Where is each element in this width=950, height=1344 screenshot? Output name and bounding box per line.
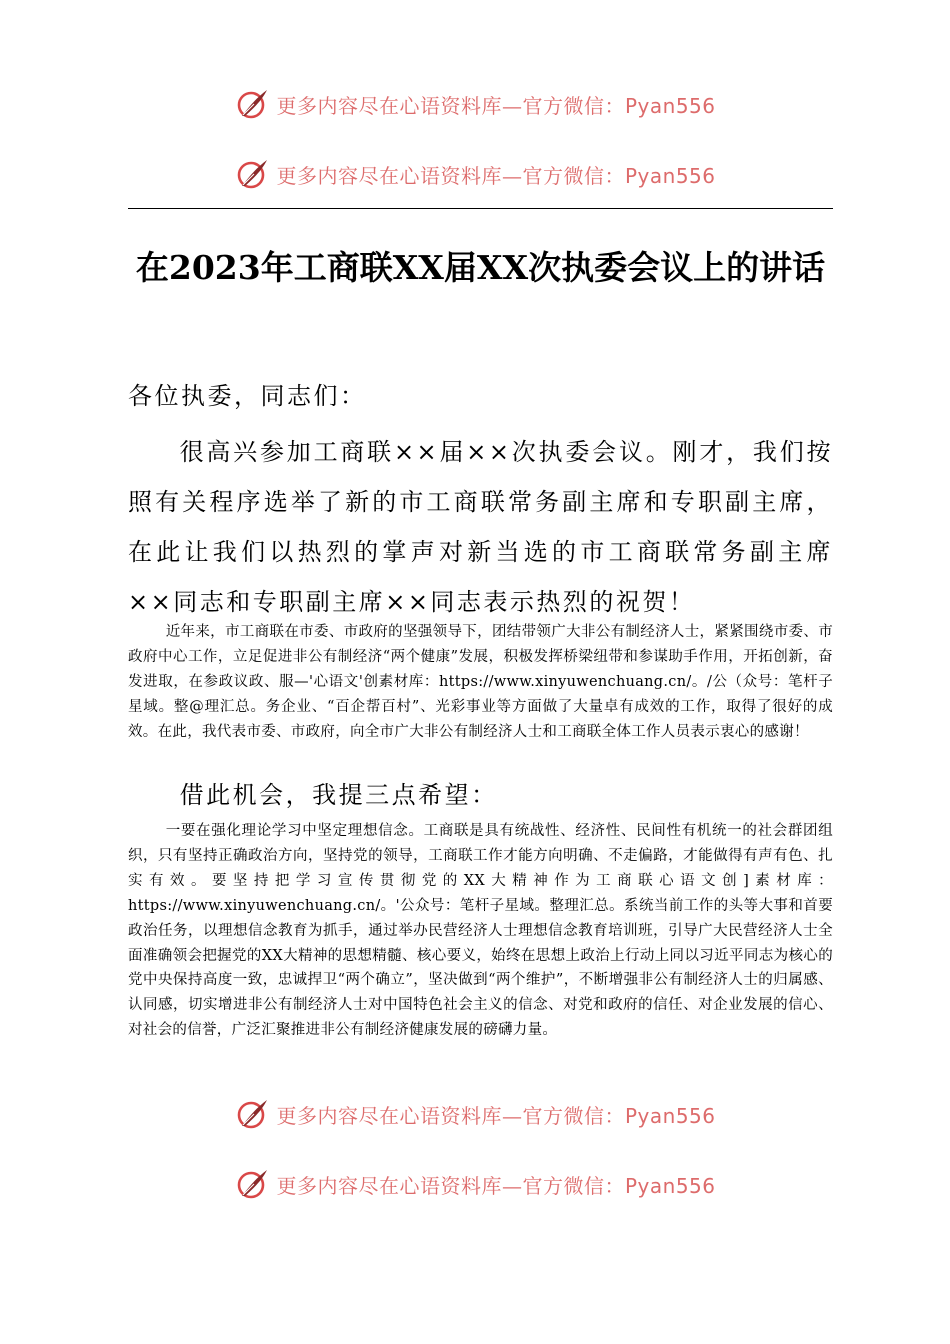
wechat-id: Pyan556: [624, 1173, 716, 1198]
transition-line: 借此机会，我提三点希望：: [179, 781, 498, 809]
watermark-banner: [0, 1094, 950, 1134]
wechat-id: Pyan556: [624, 163, 716, 188]
watermark-text: 更多内容尽在心语资料库—官方微信：Pyan556: [276, 93, 716, 118]
header-divider: [128, 208, 833, 209]
salutation: 各位执委，同志们：: [128, 382, 367, 410]
body-paragraph-2: 一要在强化理论学习中坚定理想信念。工商联是具有统战性、经济性、民间性有机统一的社会群团组织，只有坚持正确政治方向，坚持党的领导，工商联工作才能方向明确、不走偏路，才能做得有声有色、扎实有效。要坚持把学习宣传贯彻党的XX大精神作为工商联心语文创]素材库：https://www.xinyuwenchuang.cn/。'公众号：笔杆子星域。整理汇总。系统当前工作的头等大事和首要政治任务，以理想信念教育为抓手，通过举办民营经济人士理想信念教育培训班，引导广大民营经济人士全面准确领会把握党的XX大精神的思想精髓、核心要义，始终在思想上政治上行动上同以习近平同志为核心的党中央保持高度一致，忠诚捍卫“两个确立”，坚决做到“两个维护”，不断增强非公有制经济人士的归属感、认同感，切实增进非公有制经济人士对中国特色社会主义的信念、对党和政府的信任、对企业发展的信心、对社会的信誉，广泛汇聚推进非公有制经济健康发展的磅礴力量。: [128, 823, 833, 1039]
intro-paragraph: 很高兴参加工商联××届××次执委会议。刚才，我们按照有关程序选举了新的市工商联常务副主席和专职副主席，在此让我们以热烈的掌声对新当选的市工商联常务副主席××同志和专职副主席××同志表示热烈的祝贺！: [128, 438, 833, 616]
watermark-text: 更多内容尽在心语资料库—官方微信：Pyan556: [276, 163, 716, 188]
quill-logo-icon: [234, 1166, 270, 1202]
watermark-banner: [0, 84, 950, 124]
wechat-id: Pyan556: [624, 1103, 716, 1128]
watermark-text: 更多内容尽在心语资料库—官方微信：Pyan556: [276, 1103, 716, 1128]
quill-logo-icon: [234, 86, 270, 122]
watermark-banner: [0, 1164, 950, 1204]
wechat-id: Pyan556: [624, 93, 716, 118]
watermark-banner: [0, 154, 950, 194]
document-title: 在2023年工商联XX届XX次执委会议上的讲话: [135, 248, 826, 287]
watermark-text: 更多内容尽在心语资料库—官方微信：Pyan556: [276, 1173, 716, 1198]
quill-logo-icon: [234, 1096, 270, 1132]
quill-logo-icon: [234, 156, 270, 192]
body-paragraph-1: 近年来，市工商联在市委、市政府的坚强领导下，团结带领广大非公有制经济人士，紧紧围绕市委、市政府中心工作，立足促进非公有制经济“两个健康”发展，积极发挥桥梁纽带和参谋助手作用，开拓创新，奋发进取，在参政议政、服—'心语文'创素材库：https://www.xinyuwenchuang.cn/。/公（众号：笔杆子星域。整@理汇总。务企业、“百企帮百村”、光彩事业等方面做了大量卓有成效的工作，取得了很好的成效。在此，我代表市委、市政府，向全市广大非公有制经济人士和工商联全体工作人员表示衷心的感谢！: [128, 624, 833, 740]
